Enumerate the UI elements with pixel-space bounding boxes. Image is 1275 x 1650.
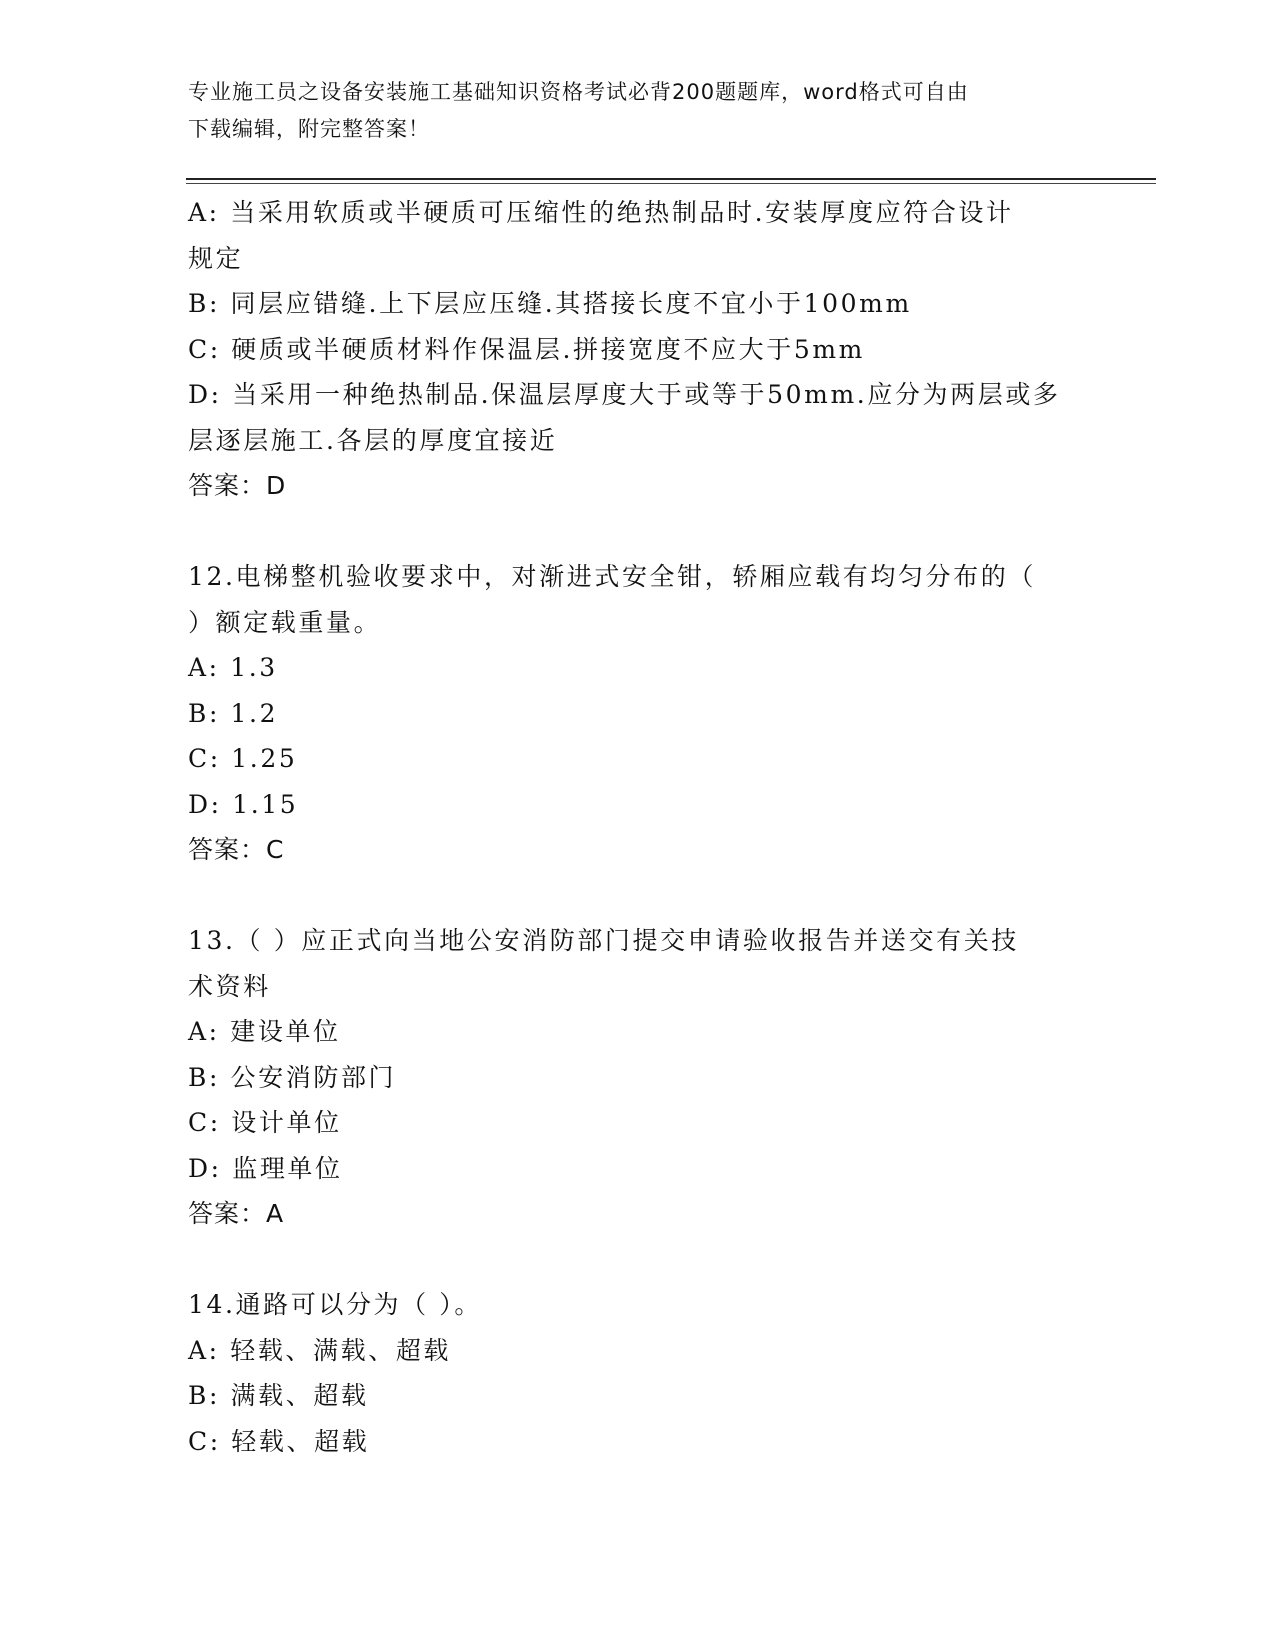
answer: 答案：D (188, 471, 287, 500)
answer: 答案：A (188, 1199, 285, 1228)
option-d: D: 监理单位 (188, 1153, 343, 1183)
option-d-line-1: D: 当采用一种绝热制品.保温层厚度大于或等于50mm.应分为两层或多 (188, 380, 1061, 409)
question-11 (188, 190, 1088, 509)
option-c: C: 设计单位 (188, 1108, 342, 1137)
question-13 (188, 918, 1088, 1237)
option-b: B: 满载、超载 (188, 1381, 369, 1410)
option-a: A: 1.3 (188, 653, 278, 682)
spacer (188, 873, 1088, 919)
option-a: A: 建设单位 (188, 1017, 341, 1046)
question-stem-line-2: 术资料 (188, 971, 271, 1001)
option-b: B: 1.2 (188, 698, 279, 728)
question-stem-line-1: 13.（ ）应正式向当地公安消防部门提交申请验收报告并送交有关技 (188, 926, 1019, 955)
option-a: A: 轻载、满载、超载 (188, 1335, 452, 1365)
option-b: B: 同层应错缝.上下层应压缝.其搭接长度不宜小于100mm (188, 289, 912, 318)
option-c: C: 硬质或半硬质材料作保温层.拼接宽度不应大于5mm (188, 334, 865, 364)
header-rule-thick (186, 178, 1156, 180)
question-12 (188, 554, 1088, 873)
option-c: C: 1.25 (188, 744, 298, 773)
option-a-line-2: 规定 (188, 243, 244, 273)
option-b: B: 公安消防部门 (188, 1062, 397, 1092)
question-list (188, 190, 1088, 1464)
answer: 答案：C (188, 835, 285, 864)
question-stem-line-1: 12.电梯整机验收要求中，对渐进式安全钳，轿厢应载有均匀分布的（ (188, 562, 1036, 591)
question-stem-line-2: ）额定载重量。 (188, 607, 382, 637)
header-line-1: 专业施工员之设备安装施工基础知识资格考试必背200题题库，word格式可自由 (188, 80, 969, 104)
page-header (188, 74, 1088, 148)
option-c: C: 轻载、超载 (188, 1426, 370, 1456)
option-d-line-2: 层逐层施工.各层的厚度宜接近 (188, 425, 558, 455)
header-rule-thin (186, 183, 1156, 184)
question-stem: 14.通路可以分为（ ）。 (188, 1290, 483, 1319)
option-a-line-1: A: 当采用软质或半硬质可压缩性的绝热制品时.安装厚度应符合设计 (188, 198, 1014, 227)
option-d: D: 1.15 (188, 789, 299, 819)
question-14 (188, 1282, 1088, 1464)
header-line-2: 下载编辑，附完整答案！ (188, 117, 430, 141)
spacer (188, 1237, 1088, 1283)
spacer (188, 509, 1088, 555)
